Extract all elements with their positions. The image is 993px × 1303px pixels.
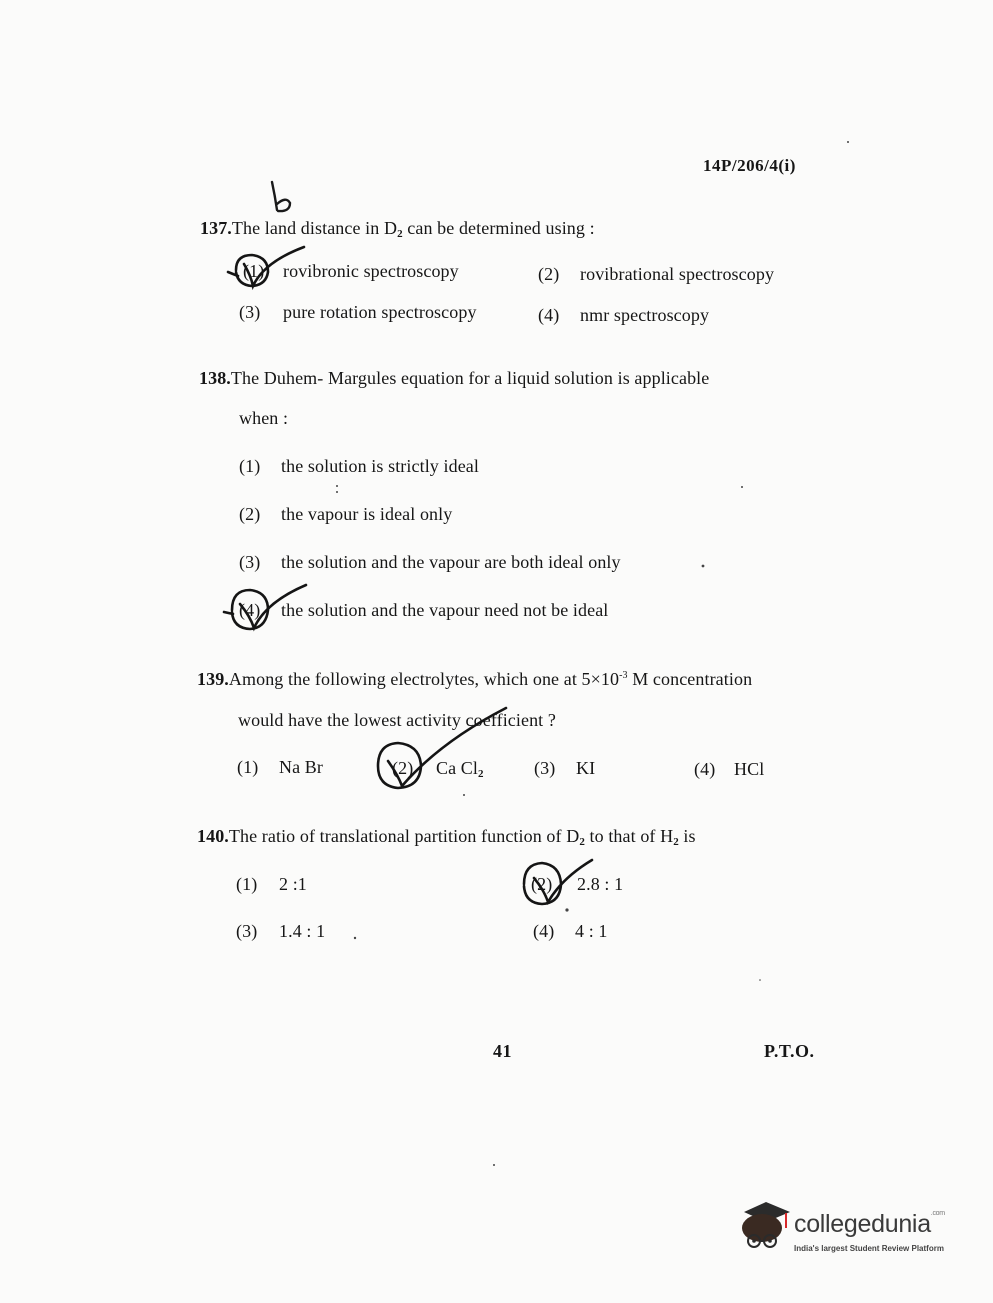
question-137-stem: 137.The land distance in $D_2$ can be determined using : (200, 218, 595, 240)
brand-logo[interactable] (736, 1198, 966, 1258)
q140-option-1-text: 2 :1 (279, 874, 307, 894)
scan-specks (336, 141, 849, 1166)
q138-option-3-text: the solution and the vapour are both ideal only (281, 552, 621, 572)
q138-option-2-num: (2) (239, 504, 261, 524)
q137-option-1-text: rovibronic spectroscopy (283, 261, 459, 281)
q137-option-2-text: rovibrational spectroscopy (580, 264, 775, 284)
q138-option-4-num: (4) (239, 600, 261, 620)
mascot-icon (736, 1198, 796, 1258)
q138-option-2-text: the vapour is ideal only (281, 504, 453, 524)
q140-option-1-num: (1) (236, 874, 258, 894)
handwritten-b-mark (272, 182, 290, 211)
q139-option-2-text: Ca $Cl_2$ (436, 758, 484, 780)
q140-option-4-num: (4) (533, 921, 555, 941)
q139-option-1-num: (1) (237, 757, 259, 777)
question-138-stem: 138.The Duhem- Margules equation for a liquid solution is applicable (199, 368, 710, 388)
q140-option-3-text: 1.4 : 1 (279, 921, 326, 941)
q138-option-4-text: the solution and the vapour need not be ideal (281, 600, 609, 620)
q137-option-4-text: nmr spectroscopy (580, 305, 710, 325)
q137-option-3-text: pure rotation spectroscopy (283, 302, 477, 322)
q137-option-1: (1) (243, 261, 265, 281)
q137-option-3-num: (3) (239, 302, 261, 322)
q137-option-4-num: (4) (538, 305, 560, 325)
q140-option-2-num: (2) (531, 874, 553, 894)
q138-option-1-text: the solution is strictly ideal (281, 456, 479, 476)
brand-tagline: India's largest Student Review Platform (794, 1244, 944, 1253)
q138-option-1-num: (1) (239, 456, 261, 476)
question-138-stem-cont: when : (239, 408, 289, 428)
brand-name: collegedunia (794, 1210, 931, 1238)
q139-option-4-num: (4) (694, 759, 716, 779)
q139-option-3-num: (3) (534, 758, 556, 778)
q140-option-2-text: 2.8 : 1 (577, 874, 624, 894)
question-140-stem: 140.The ratio of translational partition function of $D_2$ to that of $H_2$ is (197, 826, 696, 848)
q139-option-2-num: (2) (392, 758, 414, 778)
page-number: 41 (493, 1041, 512, 1061)
q139-option-4-text: HCl (734, 759, 765, 779)
brand-suffix: .com (930, 1210, 945, 1217)
q139-option-3-text: KI (576, 758, 596, 778)
pto-label: P.T.O. (764, 1041, 815, 1061)
q140-option-3-num: (3) (236, 921, 258, 941)
question-number: 137. (200, 218, 232, 238)
q138-option-3-num: (3) (239, 552, 261, 572)
q137-option-2-num: (2) (538, 264, 560, 284)
question-139-stem-cont: would have the lowest activity coefficient ? (238, 710, 556, 730)
q140-option-4-text: 4 : 1 (575, 921, 608, 941)
paper-code: 14P/206/4(i) (703, 156, 796, 175)
q139-option-1-text: Na Br (279, 757, 323, 777)
question-139-stem: 139.Among the following electrolytes, which one at $5\times 10^{-3}$ M concentration (197, 669, 753, 689)
